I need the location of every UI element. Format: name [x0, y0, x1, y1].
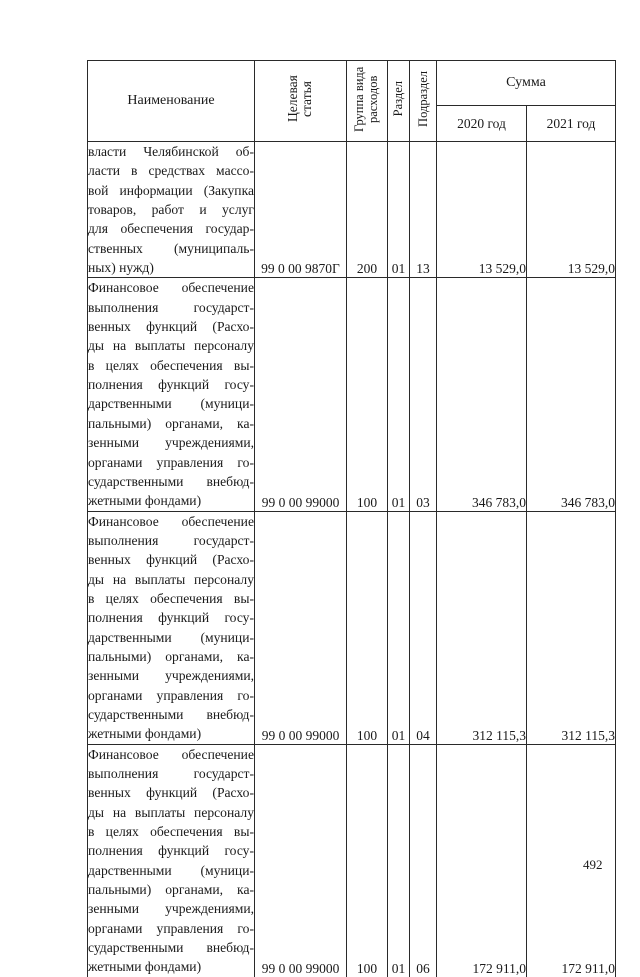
- header-code-label: Целевая статья: [284, 75, 314, 122]
- row-name-line: ды на выплаты персоналу: [88, 338, 254, 354]
- row-subsection: 03: [410, 278, 437, 511]
- row-name-line: зенными учреждениями,: [88, 901, 254, 917]
- row-name-line: зенными учреждениями,: [88, 668, 254, 684]
- row-name-line: ных) нужд): [88, 260, 154, 276]
- row-amount-2020: 312 115,3: [437, 511, 527, 744]
- row-name-line: венных функций (Расхо-: [88, 552, 254, 568]
- row-name-line: Финансовое обеспечение: [88, 280, 254, 296]
- row-amount-2021: 172 911,0: [527, 744, 616, 977]
- table-row: [88, 744, 616, 977]
- row-name-line: венных функций (Расхо-: [88, 785, 254, 801]
- table-header: [88, 61, 616, 142]
- row-name-line: сударственными внебюд-: [88, 940, 254, 956]
- row-name-line: в целях обеспечения вы-: [88, 590, 254, 606]
- row-name-line: в целях обеспечения вы-: [88, 824, 254, 840]
- row-name-line: ственных (муниципаль-: [88, 240, 254, 256]
- header-year-2021: 2021 год: [527, 106, 616, 142]
- row-name: [88, 142, 255, 278]
- row-name-line: пальными) органами, ка-: [88, 882, 254, 898]
- row-name-line: ласти в средствах массо-: [88, 163, 254, 179]
- row-name-line: зенными учреждениями,: [88, 435, 254, 451]
- row-section: 01: [388, 278, 410, 511]
- row-name: [88, 278, 255, 511]
- row-name: [88, 511, 255, 744]
- row-name: [88, 744, 255, 977]
- row-name-line: дарственными (муници-: [88, 629, 254, 645]
- row-name-line: в целях обеспечения вы-: [88, 357, 254, 373]
- header-group: [347, 61, 388, 142]
- row-name-line: жетными фондами): [88, 493, 202, 509]
- row-group: 100: [347, 511, 388, 744]
- table-row: [88, 278, 616, 511]
- table-row: [88, 142, 616, 278]
- row-group: 100: [347, 278, 388, 511]
- row-amount-2021: 312 115,3: [527, 511, 616, 744]
- row-amount-2021: 346 783,0: [527, 278, 616, 511]
- row-name-line: органами управления го-: [88, 687, 254, 703]
- row-name-line: полнения функций госу-: [88, 610, 254, 626]
- row-amount-2020: 346 783,0: [437, 278, 527, 511]
- row-section: 01: [388, 511, 410, 744]
- row-code: 99 0 00 9870Г: [255, 142, 347, 278]
- budget-table: [87, 60, 616, 977]
- row-name-line: дарственными (муници-: [88, 862, 254, 878]
- table-body: [88, 142, 616, 977]
- row-name-line: ды на выплаты персоналу: [88, 571, 254, 587]
- header-group-label: Группа вида расходов: [352, 65, 380, 132]
- row-name-line: дарственными (муници-: [88, 396, 254, 412]
- row-subsection: 13: [410, 142, 437, 278]
- header-year-2020: 2020 год: [437, 106, 527, 142]
- row-name-line: вой информации (Закупка: [88, 182, 254, 198]
- header-subsection-label: Подраздел: [415, 70, 430, 127]
- header-sum: Сумма: [437, 61, 616, 106]
- row-name-line: венных функций (Расхо-: [88, 319, 254, 335]
- header-name: Наименование: [88, 61, 255, 142]
- row-amount-2021: 13 529,0: [527, 142, 616, 278]
- header-section: [388, 61, 410, 142]
- row-name-line: пальными) органами, ка-: [88, 415, 254, 431]
- row-name-line: жетными фондами): [88, 726, 202, 742]
- row-amount-2020: 13 529,0: [437, 142, 527, 278]
- row-name-line: товаров, работ и услуг: [88, 202, 254, 218]
- row-code: 99 0 00 99000: [255, 278, 347, 511]
- row-name-line: выполнения государст-: [88, 766, 254, 781]
- row-code: 99 0 00 99000: [255, 511, 347, 744]
- row-name-line: пальными) органами, ка-: [88, 648, 254, 664]
- row-name-line: жетными фондами): [88, 959, 202, 975]
- row-name-line: сударственными внебюд-: [88, 473, 254, 489]
- row-name-line: власти Челябинской об-: [88, 144, 254, 159]
- row-amount-2020: 172 911,0: [437, 744, 527, 977]
- table-row: [88, 511, 616, 744]
- row-group: 100: [347, 744, 388, 977]
- row-section: 01: [388, 142, 410, 278]
- header-subsection: [410, 61, 437, 142]
- row-name-line: органами управления го-: [88, 454, 254, 470]
- row-name-line: выполнения государст-: [88, 299, 254, 315]
- row-name-line: для обеспечения государ-: [88, 221, 254, 237]
- page-number: 492: [583, 857, 603, 872]
- row-name-line: Финансовое обеспечение: [88, 746, 254, 762]
- header-code: [255, 61, 347, 142]
- row-name-line: ды на выплаты персоналу: [88, 804, 254, 820]
- row-group: 200: [347, 142, 388, 278]
- row-name-line: полнения функций госу-: [88, 377, 254, 393]
- row-name-line: полнения функций госу-: [88, 843, 254, 859]
- row-name-line: Финансовое обеспечение: [88, 513, 254, 529]
- row-code: 99 0 00 99000: [255, 744, 347, 977]
- row-name-line: сударственными внебюд-: [88, 706, 254, 722]
- row-name-line: выполнения государст-: [88, 532, 254, 548]
- row-section: 01: [388, 744, 410, 977]
- row-subsection: 04: [410, 511, 437, 744]
- row-name-line: органами управления го-: [88, 920, 254, 936]
- row-subsection: 06: [410, 744, 437, 977]
- header-section-label: Раздел: [391, 80, 405, 117]
